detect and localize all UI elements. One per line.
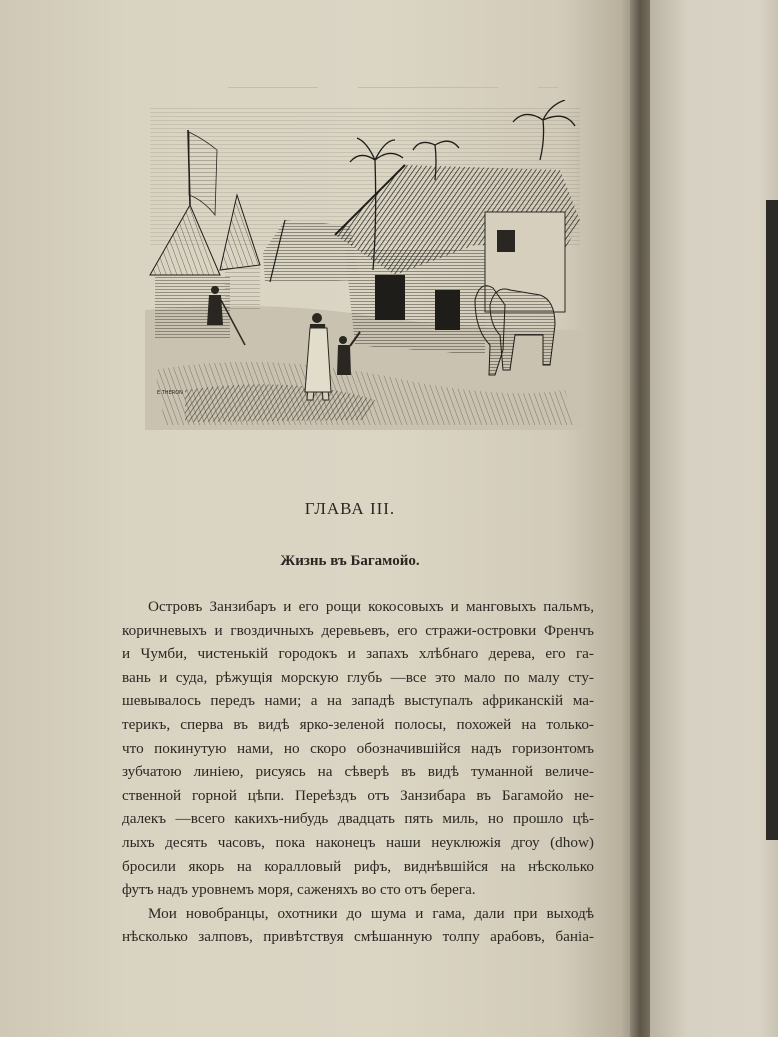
chapter-title: ГЛАВА III. xyxy=(304,499,396,518)
engraving-illustration xyxy=(145,100,585,430)
text-line: ственной горной цѣпи. Переѣздъ отъ Занзибара въ Багамойо не- xyxy=(122,786,594,804)
text-line: зубчатою линіею, рисуясь на сѣверѣ въ видѣ туманной величе- xyxy=(122,763,594,781)
text-line: нѣсколько залповъ, привѣтствуя смѣшанную толпу арабовъ, баніа- xyxy=(122,928,594,946)
book-spine-gutter xyxy=(630,0,652,1037)
section-title: Жизнь въ Багамойо. xyxy=(280,553,420,569)
faded-running-header xyxy=(228,80,558,88)
book-right-page xyxy=(650,0,778,1037)
text-line: коричневыхъ и гвоздичныхъ деревьевъ, его стражи-островки Френчъ xyxy=(122,621,594,639)
text-line: и Чумби, чистенькій городокъ и запахъ хлѣбнаго дерева, его га- xyxy=(122,645,594,663)
body-text xyxy=(122,595,594,949)
text-line: лыхъ десять часовъ, пока наконецъ наши неуклюжія дгоу (dhow) xyxy=(122,833,594,851)
text-line: Островъ Занзибаръ и его рощи кокосовыхъ и манговыхъ пальмъ, xyxy=(148,598,594,615)
header-rule-mid xyxy=(358,87,498,88)
text-line: терикъ, сперва въ видѣ ярко-зеленой полосы, похожей на только- xyxy=(122,715,594,733)
text-line: вань и суда, рѣжущія морскую глубь —все это мало по малу сту- xyxy=(122,668,594,686)
text-line: футъ надъ уровнемъ моря, саженяхъ во сто отъ берега. xyxy=(122,881,476,899)
text-line: что покинутую нами, но скоро обозначившійся надъ горизонтомъ xyxy=(122,739,594,757)
text-line: далекъ —всего какихъ-нибудь двадцать пять миль, но прошло цѣ- xyxy=(122,810,594,828)
text-line: бросили якорь на коралловый рифъ, виднѣвшійся на нѣсколько xyxy=(122,857,594,875)
engraver-signature: E.THERON xyxy=(157,390,183,396)
header-rule-left xyxy=(228,87,318,88)
text-line: Мои новобранцы, охотники до шума и гама, дали при выходѣ xyxy=(148,904,594,922)
text-line: шевывалось передъ нами; а на западѣ выступалъ африканскій ма- xyxy=(122,692,594,710)
header-rule-right xyxy=(538,87,558,88)
page-edge-shadow xyxy=(766,200,778,840)
